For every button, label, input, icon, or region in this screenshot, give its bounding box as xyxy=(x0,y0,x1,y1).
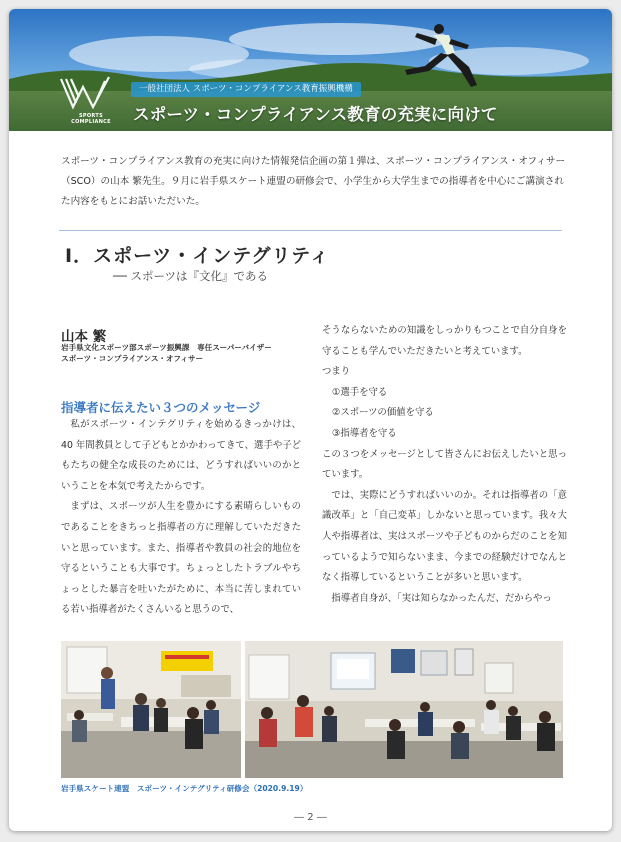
author-name: 山本 繁 xyxy=(61,329,107,345)
section-heading: 指導者に伝えたい３つのメッセージ xyxy=(61,400,261,415)
logo-caption: SPORTS COMPLIANCE xyxy=(71,113,111,125)
left-column-text xyxy=(61,415,301,621)
section-divider xyxy=(59,230,562,231)
body-paragraph: 指導者自身が、｢実は知らなかったんだ、だからやっ xyxy=(331,592,552,604)
body-paragraph: まずは、スポーツが人生を豊かにする素晴らしいものであることをきちっと指導者の方に理解していただきたいと思っています。また、指導者や教員の社会的地位を守るということも大事です。ちょっとしたトラブルやちょっとした暴言を吐いたがために、本当に苦しまれている若い指導者がたくさんいると思うので、 xyxy=(61,501,301,616)
right-column-text xyxy=(322,321,567,609)
message-list-item: ①選手を守る xyxy=(332,386,388,398)
organization-tag: 一般社団法人 スポーツ・コンプライアンス教育振興機構 xyxy=(131,82,361,97)
page-number: ― 2 ― xyxy=(294,812,327,823)
chapter-heading: Ⅰ．スポーツ・インテグリティ xyxy=(65,245,330,267)
body-paragraph: では、実際にどうすればいいのか。それは指導者の「意識改革」と「自己変革」しかないと思っています。我々大人や指導者は、実はスポーツや子どものからだのことを知っているようで知らないまま、今までの経験だけでなんとなく指導しているということが多いと思います。 xyxy=(322,489,567,584)
author-affiliation: 岩手県文化スポーツ部スポーツ振興課 専任スーパーバイザー スポーツ・コンプライアンス・オフィサー xyxy=(61,343,272,363)
photo-caption: 岩手県スケート連盟 スポーツ・インテグリティ研修会（2020.9.19） xyxy=(61,784,308,793)
seminar-photo-1 xyxy=(61,641,241,778)
body-paragraph: 私がスポーツ・インテグリティを始めるきっかけは、40 年間教員として子どもとかかわってきて、選手や子どもたちの健全な成長のためには、どうすればいいのかということを本気で考えたからです。 xyxy=(61,419,301,492)
body-paragraph: つまり xyxy=(322,366,351,378)
message-list-item: ③指導者を守る xyxy=(332,427,397,439)
header-banner xyxy=(9,9,612,131)
body-paragraph: そうならないための知識をしっかりもつことで自分自身を守ることも学んでいただきたいと考えています。 xyxy=(322,325,567,357)
banner-title: スポーツ・コンプライアンス教育の充実に向けて xyxy=(133,105,498,124)
chapter-subheading: ── スポーツは『文化』である xyxy=(113,269,269,283)
document-page xyxy=(9,9,612,831)
seminar-photo-2 xyxy=(245,641,563,778)
intro-paragraph: スポーツ・コンプライアンス教育の充実に向けた情報発信企画の第１弾は、スポーツ・コンプライアンス・オフィサー（SCO）の山本 繁先生。９月に岩手県スケート連盟の研修会で、小学生から大学生までの指導者を中心にご講演された内容をもとにお話いただいた。 xyxy=(61,156,566,207)
message-list-item: ②スポーツの価値を守る xyxy=(332,407,434,419)
body-paragraph: この３つをメッセージとして皆さんにお伝えしたいと思っています。 xyxy=(322,448,567,481)
